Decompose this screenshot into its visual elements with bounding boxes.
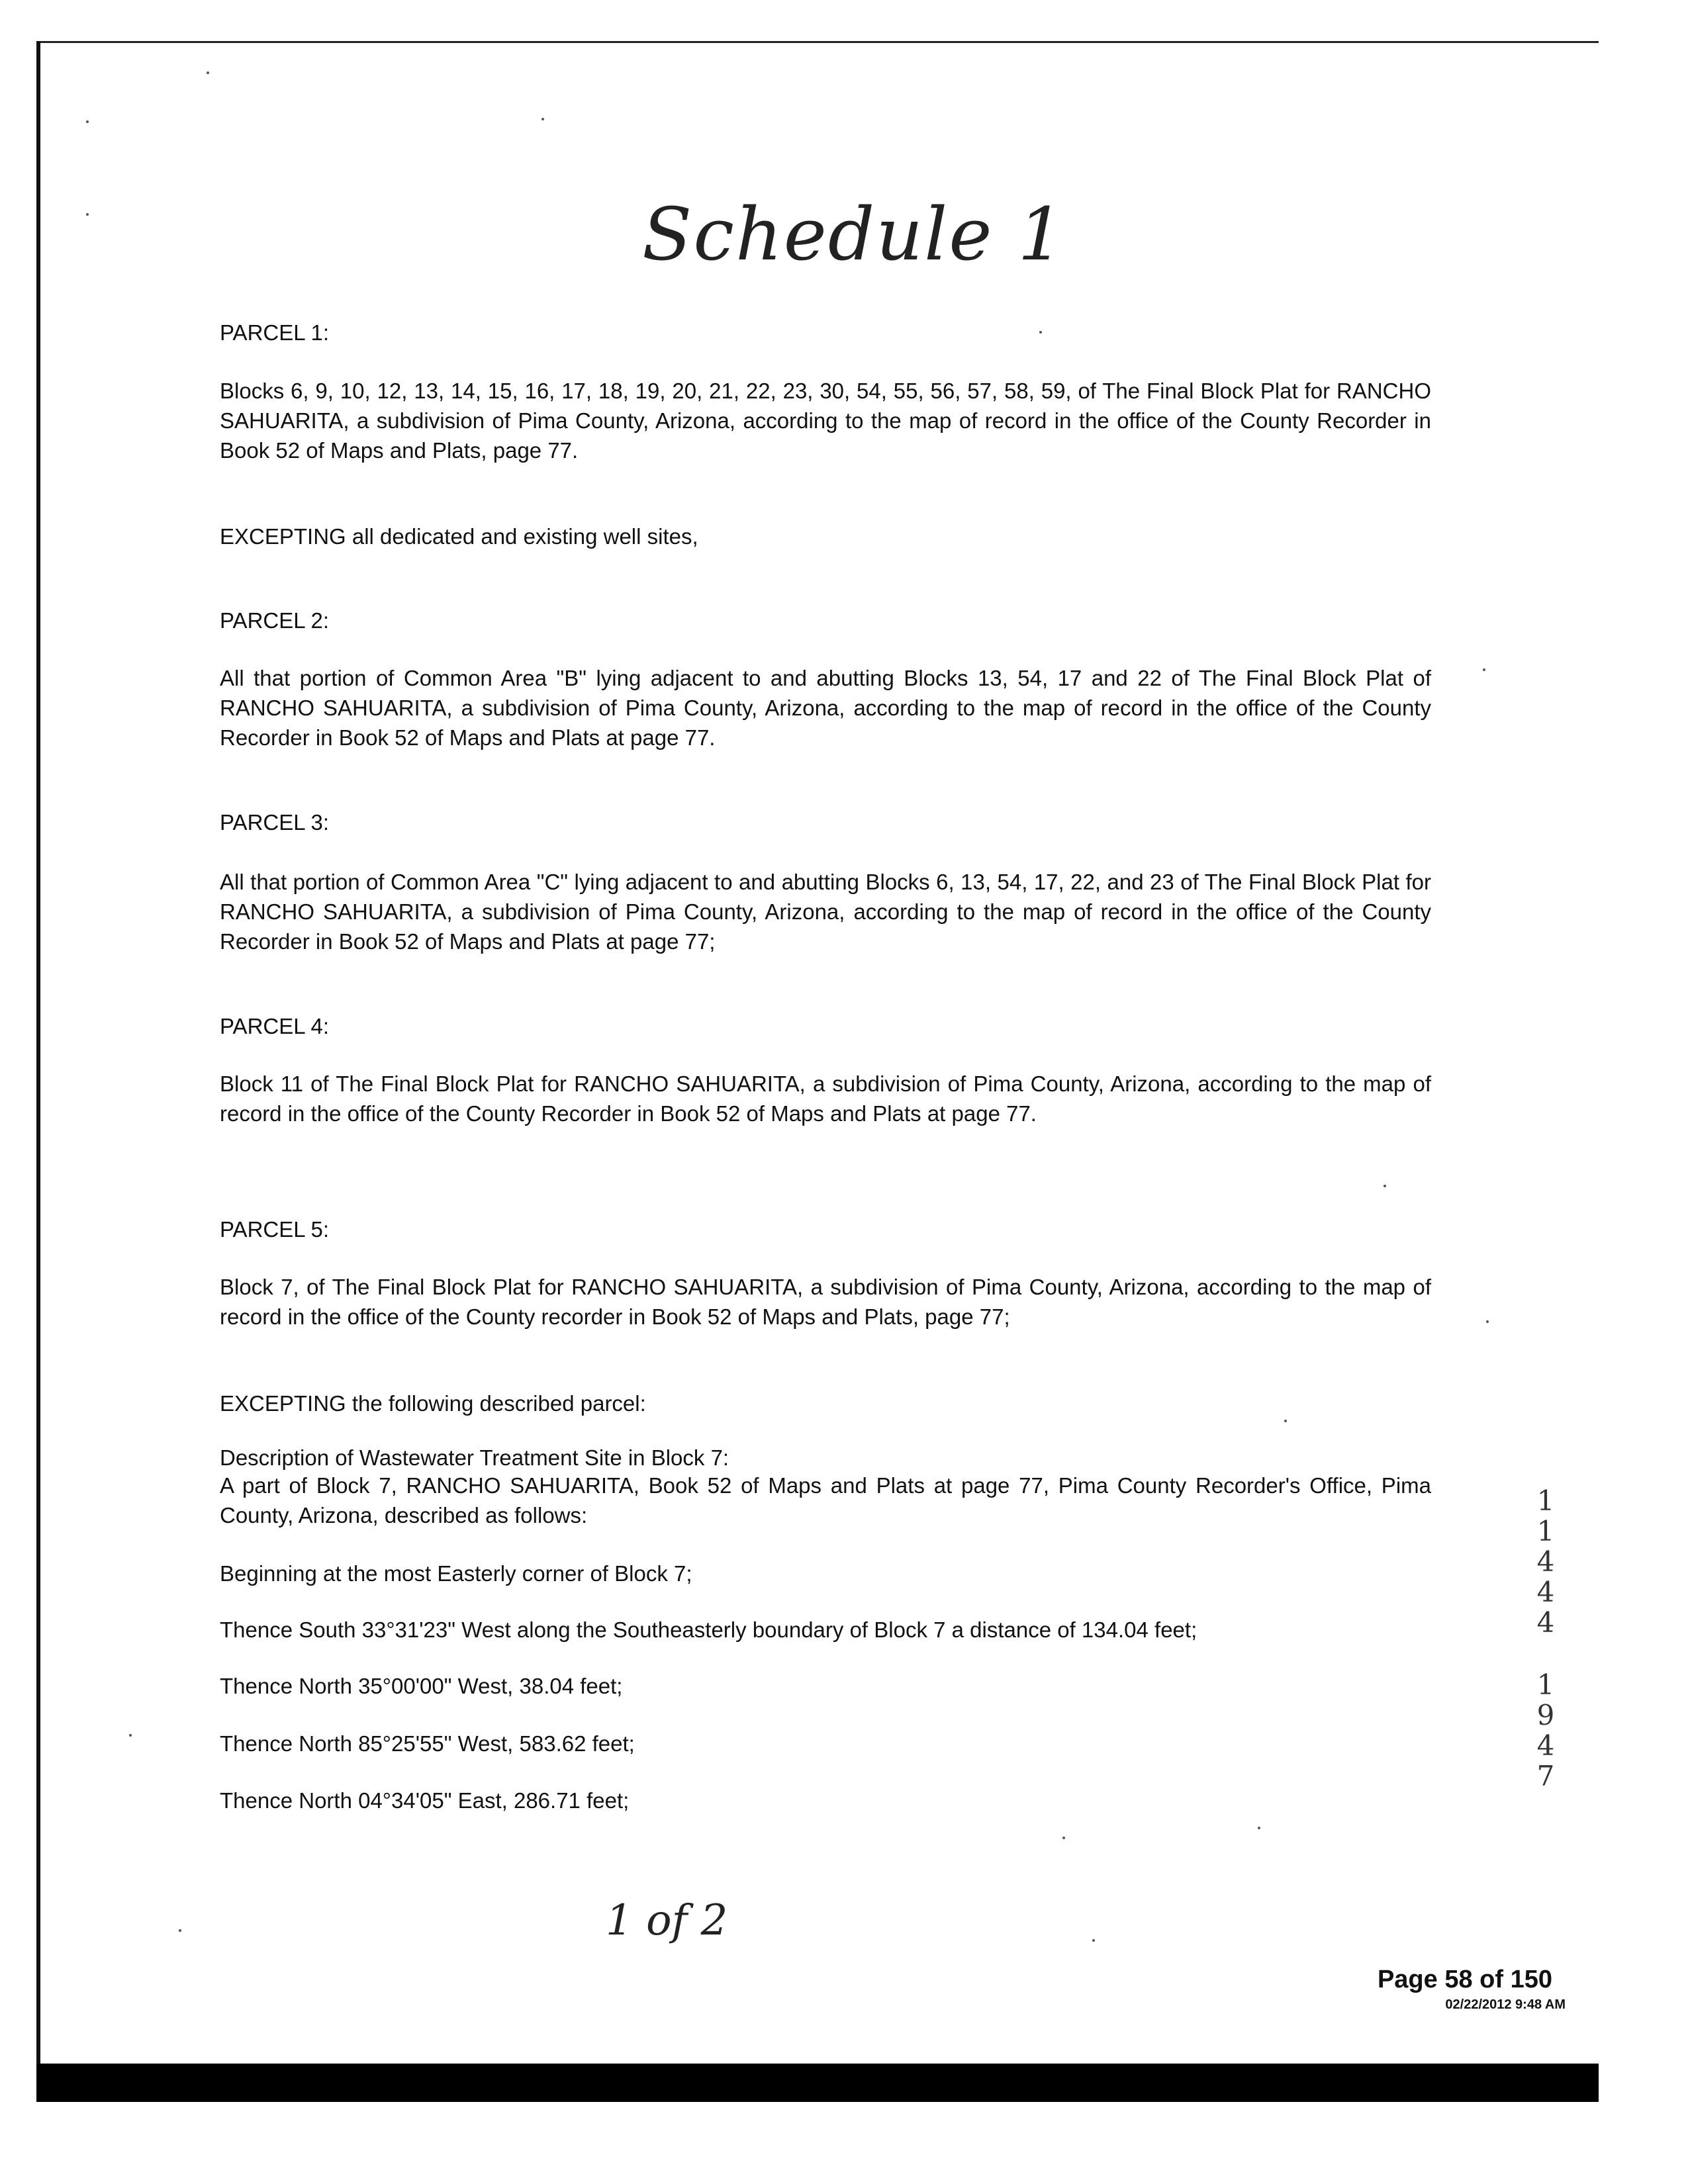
course-1: Beginning at the most Easterly corner of Block 7; [220, 1561, 692, 1586]
scan-speck [1258, 1827, 1260, 1829]
side-digit: 9 [1536, 1699, 1555, 1731]
scan-speck [207, 71, 209, 74]
side-digit: 4 [1536, 1606, 1555, 1639]
scan-frame-top [36, 41, 1599, 43]
side-digit-gap [1532, 1638, 1559, 1670]
side-digit: 1 [1536, 1484, 1555, 1517]
side-digit: 4 [1536, 1545, 1555, 1578]
parcel-1-description: Blocks 6, 9, 10, 12, 13, 14, 15, 16, 17, 18, 19, 20, 21, 22, 23, 30, 54, 55, 56, 57, 58, 59, of The Final Block Plat for RANCHO SAHUARITA, a subdivision of Pima County, Arizona, according to the map of record in the office of the County Recorder in Book 52 of Maps and Plats, page 77. [220, 379, 1431, 463]
parcel-2-heading: PARCEL 2: [220, 608, 330, 633]
handwritten-page-mark: 1 of 2 [606, 1896, 728, 1945]
parcel-3-heading: PARCEL 3: [220, 810, 330, 835]
scan-speck [1486, 1320, 1489, 1323]
scan-speck [1039, 331, 1042, 334]
scan-speck [541, 118, 544, 120]
course-5: Thence North 04°34'05" East, 286.71 feet; [220, 1788, 630, 1813]
scan-speck [1062, 1837, 1065, 1839]
scan-frame-left [36, 41, 40, 2093]
scan-speck [86, 213, 89, 216]
parcel-1-heading: PARCEL 1: [220, 320, 330, 345]
course-4: Thence North 85°25'55" West, 583.62 feet; [220, 1731, 635, 1756]
handwritten-title: Schedule 1 [642, 192, 1066, 277]
page-number: Page 58 of 150 [1377, 1966, 1552, 1993]
scan-speck [1092, 1939, 1095, 1942]
side-digit: 4 [1536, 1576, 1555, 1608]
parcel-5-description: Block 7, of The Final Block Plat for RANCHO SAHUARITA, a subdivision of Pima County, Arizona, according to the map of record in the office of the County recorder in Book 52 of Maps and Plats, page 77; [220, 1275, 1431, 1329]
parcel-2-description: All that portion of Common Area "B" lying adjacent to and abutting Blocks 13, 54, 17 and 22 of The Final Block Plat of RANCHO SAHUARITA, a subdivision of Pima County, Arizona, according to the map of record in the office of the County Recorder in Book 52 of Maps and Plats at page 77. [220, 666, 1431, 750]
parcel-5-heading: PARCEL 5: [220, 1217, 330, 1242]
scan-speck [1284, 1420, 1287, 1422]
side-digit: 1 [1536, 1515, 1555, 1547]
scan-speck [86, 120, 89, 123]
course-2: Thence South 33°31'23" West along the Southeasterly boundary of Block 7 a distance of 134.04 feet; [220, 1617, 1197, 1642]
side-digit: 1 [1536, 1668, 1555, 1701]
wastewater-site-description: A part of Block 7, RANCHO SAHUARITA, Book 52 of Maps and Plats at page 77, Pima County Recorder's Office, Pima County, Arizona, described as follows: [220, 1473, 1431, 1527]
side-recording-number [1532, 1486, 1559, 1792]
side-digit: 4 [1536, 1729, 1555, 1762]
parcel-3-description: All that portion of Common Area "C" lying adjacent to and abutting Blocks 6, 13, 54, 17, 22, and 23 of The Final Block Plat for RANCHO SAHUARITA, a subdivision of Pima County, Arizona, according to the map of record in the office of the County Recorder in Book 52 of Maps and Plats at page 77; [220, 870, 1431, 954]
side-digit: 7 [1536, 1760, 1555, 1792]
scan-speck [1483, 668, 1485, 671]
scan-speck [179, 1929, 181, 1932]
course-3: Thence North 35°00'00" West, 38.04 feet; [220, 1674, 623, 1698]
recording-timestamp: 02/22/2012 9:48 AM [1445, 1997, 1566, 2012]
scan-bottom-bar [36, 2064, 1599, 2102]
parcel-4-heading: PARCEL 4: [220, 1014, 330, 1038]
scan-speck [129, 1734, 132, 1737]
parcel-1-exception: EXCEPTING all dedicated and existing well sites, [220, 524, 698, 549]
wastewater-site-title: Description of Wastewater Treatment Site in Block 7: [220, 1445, 729, 1470]
parcel-5-exception: EXCEPTING the following described parcel: [220, 1391, 646, 1416]
scan-speck [1383, 1185, 1386, 1187]
parcel-4-description: Block 11 of The Final Block Plat for RANCHO SAHUARITA, a subdivision of Pima County, Arizona, according to the map of record in the office of the County Recorder in Book 52 of Maps and Plats at page 77. [220, 1071, 1431, 1126]
